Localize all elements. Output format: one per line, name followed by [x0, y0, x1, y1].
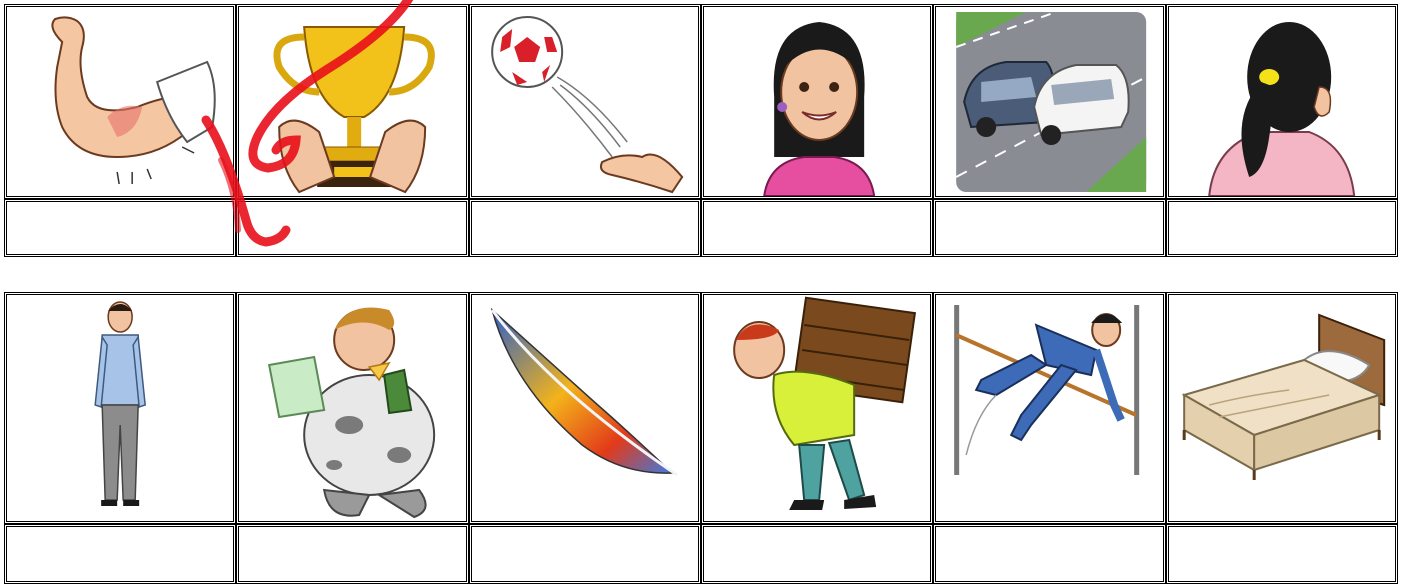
thrown-ball-icon — [472, 7, 698, 196]
picture-cell — [4, 292, 236, 524]
picture-cell — [236, 4, 468, 199]
answer-cell[interactable] — [4, 524, 236, 584]
fat-man-eating-icon — [239, 295, 465, 521]
picture-cell — [1166, 4, 1398, 199]
picture-row — [4, 292, 1398, 524]
cars-on-road-icon — [936, 7, 1162, 196]
bed-icon — [1169, 295, 1395, 521]
picture-cell — [1166, 292, 1398, 524]
answer-row — [4, 524, 1398, 584]
answer-cell[interactable] — [236, 199, 468, 257]
picture-cell — [236, 292, 468, 524]
picture-cell — [4, 4, 236, 199]
picture-cell — [469, 292, 701, 524]
thin-man-icon — [7, 295, 233, 521]
trophy-icon — [239, 7, 465, 196]
answer-cell[interactable] — [933, 199, 1165, 257]
answer-cell[interactable] — [469, 199, 701, 257]
answer-cell[interactable] — [701, 524, 933, 584]
answer-cell[interactable] — [1166, 524, 1398, 584]
smiling-girl-icon — [704, 7, 930, 196]
picture-cell — [701, 4, 933, 199]
picture-cell — [701, 292, 933, 524]
worksheet-table-1 — [4, 4, 1398, 257]
man-carrying-heavy-box-icon — [704, 295, 930, 521]
answer-cell[interactable] — [469, 524, 701, 584]
flexed-arm-icon — [7, 7, 233, 196]
answer-cell[interactable] — [1166, 199, 1398, 257]
answer-cell[interactable] — [933, 524, 1165, 584]
feather-icon — [472, 295, 698, 521]
answer-cell[interactable] — [701, 199, 933, 257]
answer-row — [4, 199, 1398, 257]
picture-cell — [469, 4, 701, 199]
high-jump-icon — [936, 295, 1162, 521]
picture-row — [4, 4, 1398, 199]
answer-cell[interactable] — [236, 524, 468, 584]
picture-cell — [933, 292, 1165, 524]
answer-cell[interactable] — [4, 199, 236, 257]
girl-back-of-head-icon — [1169, 7, 1395, 196]
picture-cell — [933, 4, 1165, 199]
worksheet-table-2 — [4, 292, 1398, 584]
